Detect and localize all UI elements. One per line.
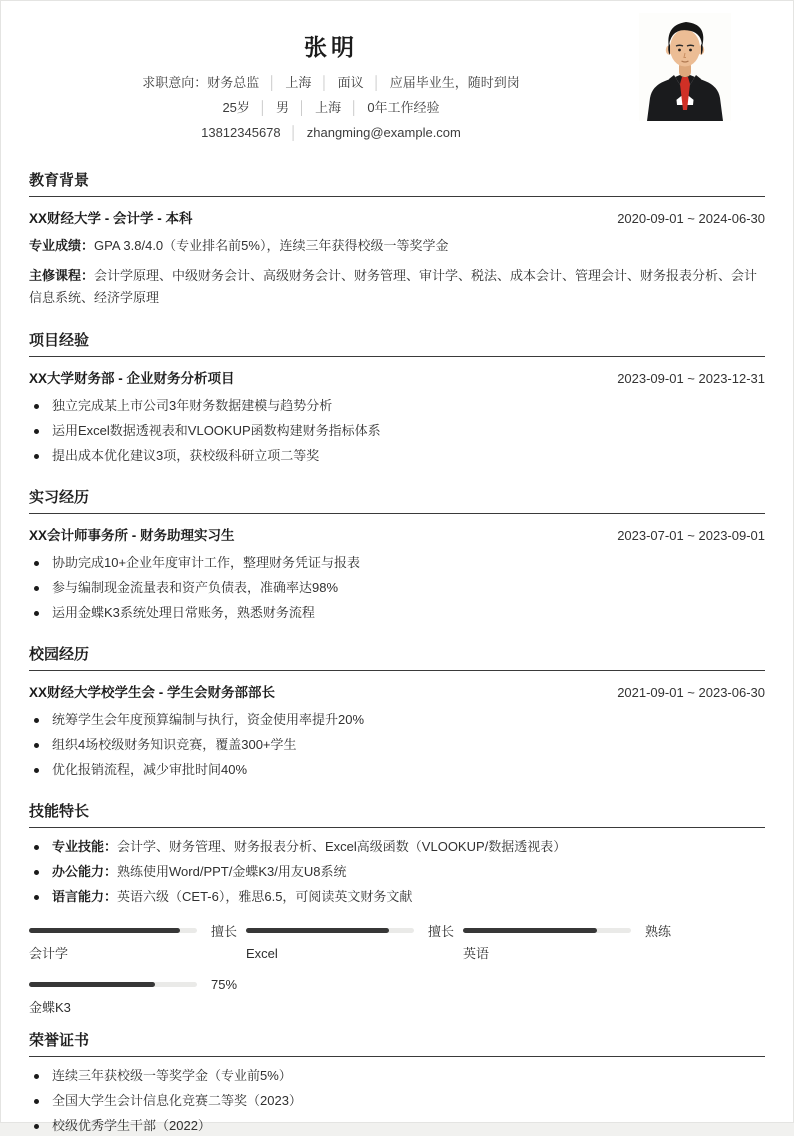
bar-name: Excel [246, 946, 278, 961]
bar-row [29, 975, 246, 993]
bar-fill [29, 928, 180, 933]
list-item [29, 421, 765, 441]
list-item [29, 1066, 765, 1086]
skill-label: 办公能力： [52, 864, 118, 879]
skill-bar-kingdee [29, 975, 246, 1017]
eyebrow-right [687, 45, 694, 46]
gpa-label: 专业成绩： [29, 238, 95, 253]
profile-photo [639, 13, 731, 121]
honors-bullets [29, 1066, 765, 1136]
list-item [29, 710, 765, 730]
bullet-dot [34, 1099, 39, 1104]
bullet-dot [34, 870, 39, 875]
bullet-text: 统筹学生会年度预算编制与执行，资金使用率提升20% [52, 712, 365, 727]
bullet-dot [34, 611, 39, 616]
separator: │ [258, 100, 268, 115]
list-item [29, 837, 765, 857]
face-shape [670, 30, 700, 67]
project-entry-title: XX大学财务部 - 企业财务分析项目 [29, 371, 235, 386]
project-entry-date: 2023-09-01 ~ 2023-12-31 [617, 371, 765, 386]
separator: │ [268, 75, 277, 90]
bullet-text: 校级优秀学生干部（2022） [52, 1118, 211, 1133]
list-item [29, 760, 765, 780]
courses-label: 主修课程： [29, 268, 95, 283]
candidate-name: 张明 [304, 34, 358, 60]
bar-level: 75% [211, 976, 238, 992]
education-entry-date: 2020-09-01 ~ 2024-06-30 [617, 211, 765, 226]
bullet-text: 组织4场校级财务知识竞赛，覆盖300+学生 [52, 737, 297, 752]
list-item [29, 603, 765, 623]
skill-label: 语言能力： [52, 889, 118, 904]
education-entry-title: XX财经大学 - 会计学 - 本科 [29, 211, 193, 226]
work-experience: 0年工作经验 [367, 100, 440, 115]
bar-track [29, 982, 197, 987]
bar-track [246, 928, 414, 933]
list-item [29, 1116, 765, 1136]
campus-bullets [29, 710, 765, 780]
bar-level: 熟练 [645, 923, 672, 939]
internship-entry-date: 2023-07-01 ~ 2023-09-01 [617, 528, 765, 543]
salary-expectation: 面议 [337, 75, 364, 90]
section-title-internship: 实习经历 [29, 488, 765, 514]
bullet-text [52, 887, 412, 907]
bullet-text: 优化报销流程，减少审批时间40% [52, 762, 248, 777]
location: 上海 [315, 100, 342, 115]
bullet-dot [34, 404, 39, 409]
bullet-dot [34, 743, 39, 748]
skill-text: 会计学、财务管理、财务报表分析、Excel高级函数（VLOOKUP/数据透视表） [117, 839, 567, 854]
campus-entry [29, 684, 765, 701]
availability: 应届毕业生，随时到岗 [389, 75, 520, 90]
job-intent: 求职意向：财务总监 [142, 75, 260, 90]
bullet-text: 参与编制现金流量表和资产负债表，准确率达98% [52, 580, 339, 595]
project-bullets [29, 396, 765, 466]
bar-name: 会计学 [29, 946, 69, 961]
skill-bar-english [463, 921, 680, 963]
internship-bullets [29, 553, 765, 623]
section-education [29, 171, 765, 309]
bar-fill [463, 928, 597, 933]
bullet-dot [34, 895, 39, 900]
courses-text: 会计学原理、中级财务会计、高级财务会计、财务管理、审计学、税法、成本会计、管理会计、财务报表分析、会计信息系统、经济学原理 [29, 268, 758, 305]
list-item [29, 862, 765, 882]
bullet-dot [34, 768, 39, 773]
bar-row [463, 921, 680, 939]
bar-row [29, 921, 246, 939]
bullet-text: 独立完成某上市公司3年财务数据建模与趋势分析 [52, 398, 333, 413]
bullet-text: 协助完成10+企业年度审计工作，整理财务凭证与报表 [52, 555, 361, 570]
bar-level: 擅长 [428, 923, 455, 939]
list-item [29, 887, 765, 907]
bullet-text: 连续三年获校级一等奖学金（专业前5%） [52, 1068, 292, 1083]
gender: 男 [276, 100, 290, 115]
list-item [29, 735, 765, 755]
separator: │ [372, 75, 381, 90]
avatar-illustration [639, 13, 731, 121]
bullet-dot [34, 718, 39, 723]
gpa-text: GPA 3.8/4.0（专业排名前5%），连续三年获得校级一等奖学金 [94, 238, 449, 253]
separator: │ [320, 75, 329, 90]
job-intent-line [29, 74, 633, 92]
bullet-text: 提出成本优化建议3项，获校级科研立项二等奖 [52, 448, 320, 463]
bar-name: 英语 [463, 946, 490, 961]
separator: │ [350, 100, 359, 115]
section-project [29, 331, 765, 466]
bar-level: 擅长 [211, 923, 238, 939]
list-item [29, 446, 765, 466]
phone-number: 13812345678 [201, 125, 281, 140]
list-item [29, 553, 765, 573]
section-campus [29, 645, 765, 780]
section-title-campus: 校园经历 [29, 645, 765, 671]
bar-name: 金蝶K3 [29, 1000, 71, 1015]
section-title-skills: 技能特长 [29, 802, 765, 828]
section-skills [29, 802, 765, 1017]
education-entry [29, 210, 765, 227]
internship-entry [29, 527, 765, 544]
skills-bullets [29, 837, 765, 907]
bullet-text: 运用Excel数据透视表和VLOOKUP函数构建财务指标体系 [52, 423, 381, 438]
bar-fill [246, 928, 389, 933]
campus-entry-title: XX财经大学校学生会 - 学生会财务部部长 [29, 685, 276, 700]
eye-right [689, 49, 692, 52]
bullet-dot [34, 586, 39, 591]
skill-text: 英语六级（CET-6），雅思6.5，可阅读英文财务文献 [117, 889, 413, 904]
bullet-dot [34, 845, 39, 850]
bar-track [29, 928, 197, 933]
campus-entry-date: 2021-09-01 ~ 2023-06-30 [617, 685, 765, 700]
section-title-project: 项目经验 [29, 331, 765, 357]
age: 25岁 [222, 100, 250, 115]
bullet-dot [34, 1074, 39, 1079]
internship-entry-title: XX会计师事务所 - 财务助理实习生 [29, 528, 235, 543]
separator: │ [289, 125, 298, 140]
section-title-honors: 荣誉证书 [29, 1031, 765, 1057]
education-gpa-row [29, 235, 765, 257]
bullet-text [52, 837, 566, 857]
section-honors [29, 1031, 765, 1136]
bar-track [463, 928, 631, 933]
bullet-dot [34, 561, 39, 566]
project-entry [29, 370, 765, 387]
section-internship [29, 488, 765, 623]
bar-row [246, 921, 463, 939]
skill-text: 熟练使用Word/PPT/金蝶K3/用友U8系统 [117, 864, 347, 879]
skill-bar-excel [246, 921, 463, 963]
contact-line [29, 124, 633, 142]
bullet-dot [34, 429, 39, 434]
list-item [29, 578, 765, 598]
email-address: zhangming@example.com [306, 125, 461, 140]
bullet-dot [34, 454, 39, 459]
skill-bars [29, 921, 765, 1017]
bullet-text [52, 862, 346, 882]
eyebrow-left [676, 45, 683, 46]
list-item [29, 396, 765, 416]
education-courses-row [29, 265, 765, 309]
list-item [29, 1091, 765, 1111]
bar-fill [29, 982, 155, 987]
resume-header [29, 1, 765, 142]
section-title-education: 教育背景 [29, 171, 765, 197]
separator: │ [298, 100, 307, 115]
skill-bar-accounting [29, 921, 246, 963]
basic-info-line [29, 99, 633, 117]
header-text-block [29, 34, 633, 142]
skill-label: 专业技能： [52, 839, 118, 854]
bullet-dot [34, 1124, 39, 1129]
bullet-text: 全国大学生会计信息化竞赛二等奖（2023） [52, 1093, 302, 1108]
eye-left [678, 49, 681, 52]
bullet-text: 运用金蝶K3系统处理日常账务，熟悉财务流程 [52, 605, 315, 620]
job-city: 上海 [285, 75, 312, 90]
